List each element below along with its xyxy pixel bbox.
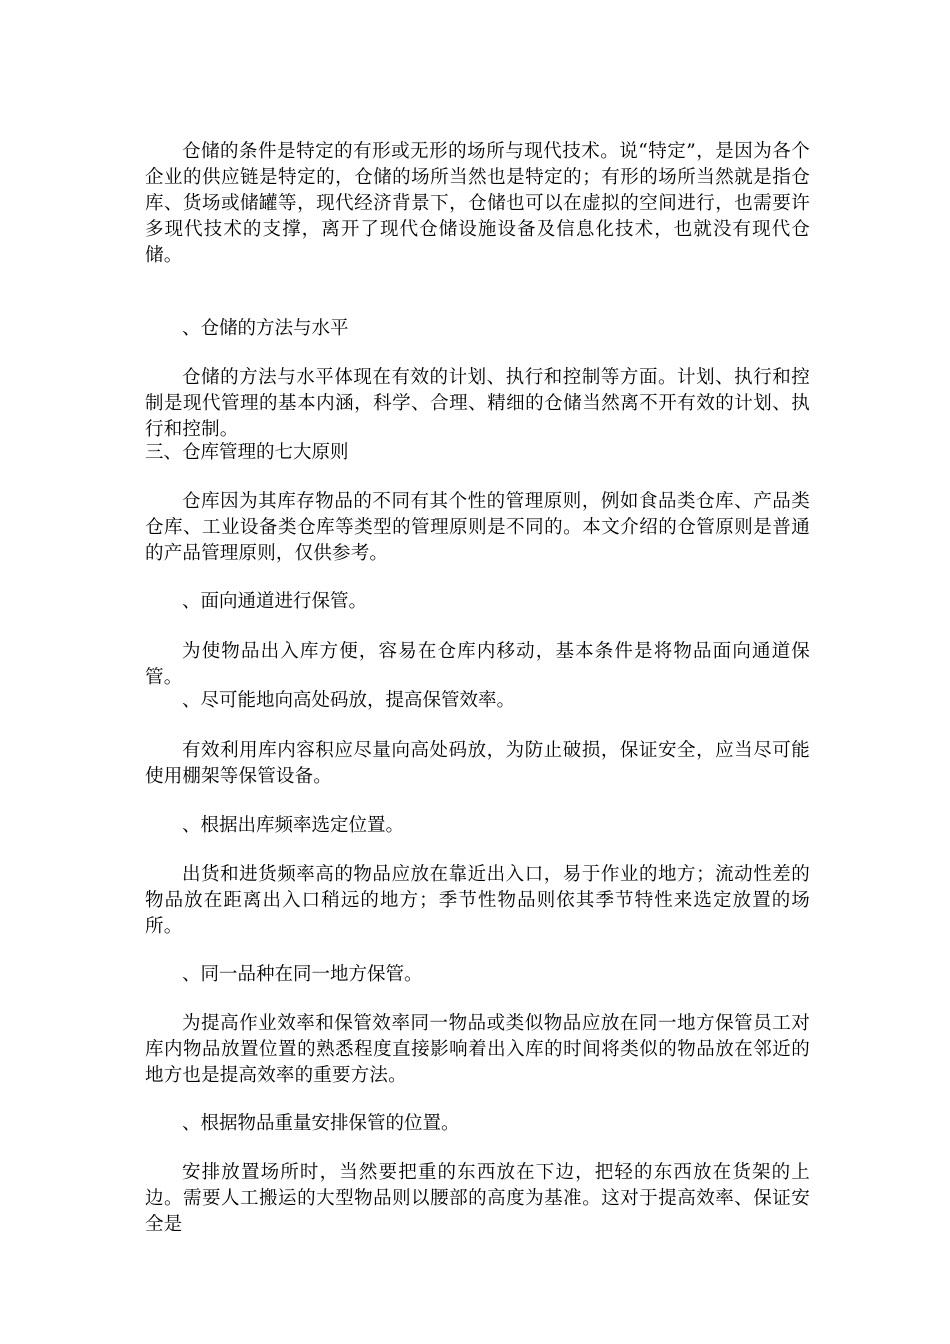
heading-storage-methods: 、仓储的方法与水平 xyxy=(182,318,349,339)
paragraph-storage-conditions: 仓储的条件是特定的有形或无形的场所与现代技术。说“特定”，是因为各个企业的供应链是特定的，仓储的场所当然也是特定的；有形的场所当然就是指仓库、货场或储罐等，现代经济背景下，仓储也可以在虚拟的空间进行，也需要许多现代技术的支撑，离开了现代仓储设施设备及信息化技术，也就没有现代仓储。 xyxy=(145,141,810,266)
paragraph-principles-intro: 仓库因为其库存物品的不同有其个性的管理原则，例如食品类仓库、产品类仓库、工业设备类仓库等类型的管理原则是不同的。本文介绍的仓管原则是普通的产品管理原则，仅供参考。 xyxy=(145,491,810,564)
paragraph-principle-same-place: 为提高作业效率和保管效率同一物品或类似物品应放在同一地方保管员工对库内物品放置位置的熟悉程度直接影响着出入库的时间将类似的物品放在邻近的地方也是提高效率的重要方法。 xyxy=(145,1013,810,1086)
paragraph-principle-aisle: 为使物品出入库方便，容易在仓库内移动，基本条件是将物品面向通道保管。 xyxy=(145,641,810,688)
heading-principle-aisle: 、面向通道进行保管。 xyxy=(182,591,368,612)
heading-seven-principles: 三、仓库管理的七大原则 xyxy=(145,442,349,463)
paragraph-storage-methods: 仓储的方法与水平体现在有效的计划、执行和控制等方面。计划、执行和控制是现代管理的基本内涵，科学、合理、精细的仓储当然离不开有效的计划、执行和控制。 xyxy=(145,367,810,440)
paragraph-principle-height: 有效利用库内容积应尽量向高处码放，为防止破损，保证安全，应当尽可能使用棚架等保管设备。 xyxy=(145,740,810,787)
heading-principle-height: 、尽可能地向高处码放，提高保管效率。 xyxy=(182,690,516,711)
heading-principle-weight: 、根据物品重量安排保管的位置。 xyxy=(182,1113,460,1134)
heading-principle-same-place: 、同一品种在同一地方保管。 xyxy=(182,964,423,985)
paragraph-principle-frequency: 出货和进货频率高的物品应放在靠近出入口，易于作业的地方；流动性差的物品放在距离出入口稍远的地方；季节性物品则依其季节特性来选定放置的场所。 xyxy=(145,864,810,937)
heading-principle-frequency: 、根据出库频率选定位置。 xyxy=(182,815,405,836)
paragraph-principle-weight: 安排放置场所时，当然要把重的东西放在下边，把轻的东西放在货架的上边。需要人工搬运的大型物品则以腰部的高度为基准。这对于提高效率、保证安全是 xyxy=(145,1162,810,1235)
